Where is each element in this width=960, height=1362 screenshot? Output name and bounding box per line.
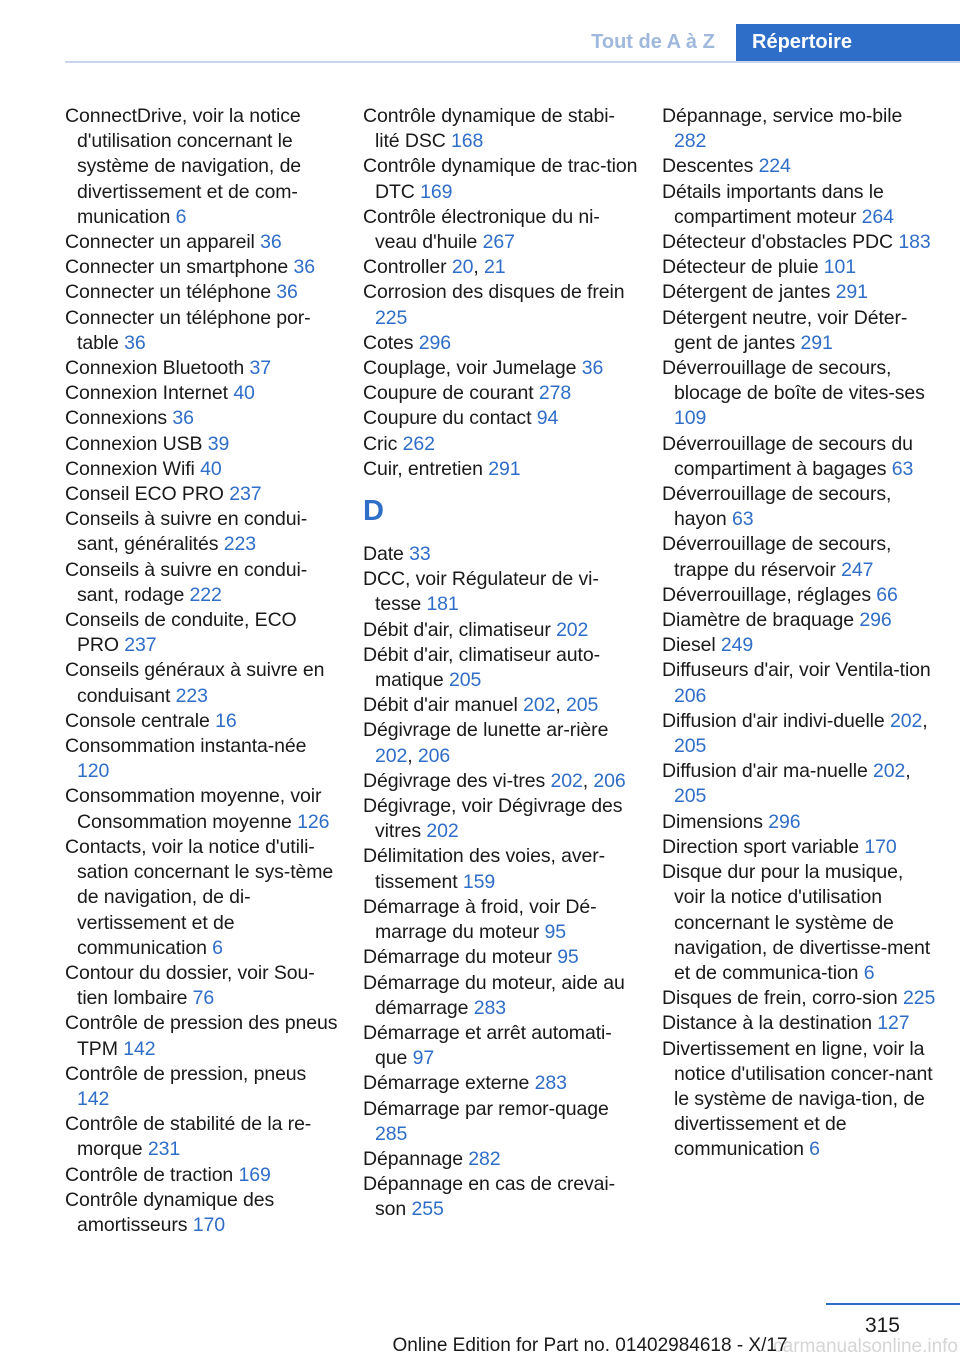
page-reference-link[interactable]: 63 <box>731 508 754 531</box>
page-reference-link[interactable]: 6 <box>175 205 187 228</box>
page-reference-link[interactable]: 95 <box>544 921 566 944</box>
index-term: Diamètre de braquage <box>662 609 855 632</box>
index-term: Controller <box>363 256 447 279</box>
index-entry <box>65 104 340 230</box>
index-entry <box>662 583 937 608</box>
page-reference-link[interactable]: 296 <box>418 331 452 354</box>
index-term: DCC, voir Régulateur de vi-tesse <box>363 568 599 616</box>
index-entry <box>363 205 638 255</box>
index-term: Consommation instanta-née <box>65 735 307 758</box>
index-entry <box>65 1011 340 1061</box>
index-term: Divertissement en ligne, voir la notice d'utilisation concer-nant le système de naviga-tion, de divertissement et de communication <box>662 1037 933 1161</box>
index-term: Démarrage par remor-quage <box>363 1097 609 1120</box>
index-entry <box>662 356 937 432</box>
index-term: Déverrouillage de secours du compartiment à bagages <box>662 432 913 480</box>
index-term: Cotes <box>363 331 414 354</box>
page-reference-link[interactable]: 183 <box>898 231 931 254</box>
page-reference-link[interactable]: 109 <box>674 407 707 430</box>
page-reference-link[interactable]: 249 <box>720 634 754 657</box>
index-entry <box>65 835 340 961</box>
page-reference-link[interactable]: 202 <box>375 744 408 767</box>
page-reference-link[interactable]: 255 <box>411 1198 444 1221</box>
page-reference-link[interactable]: 6 <box>863 961 875 984</box>
index-entry <box>363 280 638 330</box>
page-reference-link[interactable]: 202 <box>550 769 583 792</box>
page-reference-link[interactable]: 205 <box>674 735 707 758</box>
page-reference-link[interactable]: 202 <box>890 709 923 732</box>
page-reference-link[interactable]: 283 <box>534 1072 567 1095</box>
page-reference-link[interactable]: 142 <box>77 1087 110 1110</box>
index-entry <box>363 794 638 844</box>
index-entry <box>65 381 340 406</box>
index-term: Dimensions <box>662 810 763 833</box>
page-reference-link[interactable]: 222 <box>189 583 222 606</box>
page-reference-link[interactable]: 237 <box>229 483 262 506</box>
index-term: Contrôle de pression, pneus <box>65 1062 307 1085</box>
page-reference-link[interactable]: 282 <box>674 130 707 153</box>
index-term: Disque dur pour la musique, voir la notice d'utilisation concernant le système de navigation, de divertisse-ment et de communica-tion <box>662 861 931 984</box>
index-term: Contrôle de pression des pneus TPM <box>65 1012 338 1060</box>
index-term: Descentes <box>662 155 754 178</box>
index-entry <box>363 154 638 204</box>
index-entry <box>363 381 638 406</box>
index-entry <box>65 482 340 507</box>
section-letter: D <box>363 495 384 528</box>
index-entry <box>65 709 340 734</box>
page-reference-link[interactable]: 127 <box>877 1012 910 1035</box>
index-entry <box>662 835 937 860</box>
index-entry <box>662 1011 937 1036</box>
index-entry <box>662 255 937 280</box>
index-term: Connecter un téléphone por-table <box>65 306 311 354</box>
page-separator: , <box>905 760 911 783</box>
index-entry <box>363 331 638 356</box>
index-term: Couplage, voir Jumelage <box>363 357 577 380</box>
page-reference-link[interactable]: 237 <box>124 634 157 657</box>
index-term: Dégivrage, voir Dégivrage des vitres <box>363 795 623 843</box>
index-entry <box>363 1097 638 1147</box>
index-entry <box>363 432 638 457</box>
index-entry <box>65 507 340 557</box>
page-reference-link[interactable]: 159 <box>462 870 496 893</box>
index-entry <box>363 844 638 894</box>
page-separator: , <box>922 709 928 732</box>
index-column-1 <box>65 104 340 1238</box>
index-entry <box>65 280 340 305</box>
index-entry <box>65 356 340 381</box>
index-entry <box>65 784 340 834</box>
page-reference-link[interactable]: 205 <box>449 669 482 692</box>
index-entry <box>662 1037 937 1163</box>
index-term: Conseil ECO PRO <box>65 483 224 506</box>
index-term: Déverrouillage de secours, blocage de boîte de vites-ses <box>662 357 925 405</box>
index-term: Corrosion des disques de frein <box>363 281 625 304</box>
page-reference-link[interactable]: 63 <box>891 457 914 480</box>
index-entry <box>363 895 638 945</box>
index-term: Dépannage en cas de crevai-son <box>363 1173 616 1221</box>
page-reference-link[interactable]: 285 <box>375 1122 408 1145</box>
index-term: Connexion Internet <box>65 382 228 405</box>
page-reference-link[interactable]: 39 <box>207 432 230 455</box>
index-term: Conseils généraux à suivre en conduisant <box>65 659 325 707</box>
page-reference-link[interactable]: 126 <box>297 810 330 833</box>
index-term: Contrôle dynamique des amortisseurs <box>65 1188 275 1236</box>
page-reference-link[interactable]: 21 <box>484 256 506 279</box>
page-reference-link[interactable]: 206 <box>674 684 707 707</box>
index-entry <box>65 230 340 255</box>
page-reference-link[interactable]: 37 <box>249 357 271 380</box>
index-term: Déverrouillage, réglages <box>662 583 871 606</box>
page-separator: , <box>473 256 479 279</box>
tab-repertoire[interactable]: Répertoire <box>736 24 960 61</box>
page-reference-link[interactable]: 142 <box>123 1037 156 1060</box>
index-entry <box>662 759 937 809</box>
index-term: ConnectDrive, voir la notice d'utilisation concernant le système de navigation, de divertissement et de com-munication <box>65 105 302 228</box>
index-entry <box>662 306 937 356</box>
index-term: Diffusion d'air ma-nuelle <box>662 760 868 783</box>
page-reference-link[interactable]: 36 <box>276 281 298 304</box>
page-reference-link[interactable]: 283 <box>473 996 506 1019</box>
page-reference-link[interactable]: 6 <box>809 1138 820 1161</box>
page-reference-link[interactable]: 262 <box>402 432 435 455</box>
page-reference-link[interactable]: 206 <box>417 744 451 767</box>
page-reference-link[interactable]: 291 <box>800 331 833 354</box>
index-term: Date <box>363 543 404 566</box>
index-entry <box>65 1163 340 1188</box>
index-term: Contour du dossier, voir Sou-tien lombaire <box>65 961 315 1010</box>
index-entry <box>65 961 340 1011</box>
page-separator: , <box>555 694 561 717</box>
index-entry <box>363 1021 638 1071</box>
index-term: Connexion USB <box>65 432 203 455</box>
page-reference-link[interactable]: 36 <box>172 407 194 430</box>
page-reference-link[interactable]: 291 <box>835 281 868 304</box>
index-entry <box>65 1188 340 1238</box>
index-term: Débit d'air, climatiseur <box>363 618 551 641</box>
index-term: Dépannage, service mo-bile <box>662 105 903 127</box>
index-term: Détails importants dans le compartiment moteur <box>662 180 884 228</box>
page-reference-link[interactable]: 224 <box>758 155 791 178</box>
index-term: Conseils de conduite, ECO PRO <box>65 609 297 657</box>
index-term: Connexion Wifi <box>65 457 195 480</box>
index-entry <box>65 1112 340 1162</box>
index-term: Consommation moyenne, voir Consommation moyenne <box>65 785 322 833</box>
index-term: Déverrouillage de secours, trappe du réservoir <box>662 533 892 581</box>
index-entry <box>363 542 638 567</box>
index-term: Démarrage du moteur <box>363 946 552 969</box>
index-entry <box>65 457 340 482</box>
index-entry <box>363 356 638 381</box>
index-term: Débit d'air, climatiseur auto-matique <box>363 643 600 692</box>
index-entry <box>65 306 340 356</box>
page-reference-link[interactable]: 202 <box>523 694 556 717</box>
index-entry <box>363 1147 638 1172</box>
page-reference-link[interactable]: 278 <box>538 382 572 405</box>
index-entry <box>662 154 937 179</box>
page-reference-link[interactable]: 202 <box>556 618 589 641</box>
page-reference-link[interactable]: 36 <box>293 256 315 279</box>
index-term: Contrôle dynamique de stabi-lité DSC <box>363 105 615 153</box>
page-reference-link[interactable]: 225 <box>375 306 408 329</box>
index-entry <box>363 643 638 693</box>
page-separator: , <box>407 744 413 767</box>
index-entry <box>662 986 937 1011</box>
page-reference-link[interactable]: 20 <box>451 256 474 279</box>
page-reference-link[interactable]: 282 <box>468 1147 501 1170</box>
index-entry <box>65 608 340 658</box>
index-entry <box>662 104 937 154</box>
page-reference-link[interactable]: 296 <box>768 810 801 833</box>
index-entry <box>363 945 638 970</box>
index-term: Conseils à suivre en condui-sant, généralités <box>65 508 308 556</box>
index-term: Diffusion d'air indivi-duelle <box>662 709 885 732</box>
page-reference-link[interactable]: 169 <box>238 1163 271 1186</box>
index-term: Détecteur de pluie <box>662 256 819 279</box>
page-reference-link[interactable]: 225 <box>902 987 936 1010</box>
index-entry <box>662 658 937 708</box>
index-entry <box>65 1062 340 1112</box>
index-entry <box>662 532 937 582</box>
page-reference-link[interactable]: 76 <box>192 987 215 1010</box>
page-reference-link[interactable]: 40 <box>233 382 255 405</box>
page-reference-link[interactable]: 66 <box>876 583 898 606</box>
index-term: Démarrage du moteur, aide au démarrage <box>363 971 625 1019</box>
index-term: Coupure du contact <box>363 407 532 430</box>
index-entry <box>363 971 638 1021</box>
page-reference-link[interactable]: 205 <box>566 694 599 717</box>
index-entry <box>662 230 937 255</box>
index-entry <box>662 280 937 305</box>
page-reference-link[interactable]: 101 <box>823 256 857 279</box>
index-entry <box>363 255 638 280</box>
index-term: Disques de frein, corro-sion <box>662 987 898 1010</box>
index-entry <box>662 709 937 759</box>
index-term: Contrôle électronique du ni-veau d'huile <box>363 205 600 254</box>
page-reference-link[interactable]: 231 <box>147 1138 181 1161</box>
index-term: Diesel <box>662 634 716 657</box>
index-term: Détergent neutre, voir Déter-gent de jantes <box>662 306 908 354</box>
index-entry <box>363 769 638 794</box>
index-term: Démarrage externe <box>363 1072 530 1095</box>
page-reference-link[interactable]: 267 <box>482 231 515 254</box>
tab-tout-de-a-a-z[interactable]: Tout de A à Z <box>591 31 715 53</box>
index-term: Débit d'air manuel <box>363 694 518 717</box>
page-reference-link[interactable]: 291 <box>488 457 521 480</box>
index-term: Dégivrage de lunette ar-rière <box>363 719 609 742</box>
index-term: Conseils à suivre en condui-sant, rodage <box>65 558 308 606</box>
page-reference-link[interactable]: 202 <box>873 760 906 783</box>
header-divider <box>65 61 960 63</box>
page-number: 315 <box>864 1314 900 1337</box>
page-reference-link[interactable]: 168 <box>451 130 484 153</box>
page-reference-link[interactable]: 33 <box>409 543 431 566</box>
index-column-2 <box>363 104 638 1223</box>
index-term: Cric <box>363 432 398 455</box>
index-entry <box>363 1172 638 1222</box>
index-entry <box>65 734 340 784</box>
page-reference-link[interactable]: 264 <box>861 205 894 228</box>
index-term: Connecter un smartphone <box>65 256 289 279</box>
page-reference-link[interactable]: 6 <box>212 936 223 959</box>
index-entry <box>662 810 937 835</box>
index-term: Connexions <box>65 407 167 430</box>
page-reference-link[interactable]: 296 <box>859 609 892 632</box>
index-term: Distance à la destination <box>662 1012 872 1035</box>
page-reference-link[interactable]: 94 <box>536 407 559 430</box>
page-reference-link[interactable]: 170 <box>192 1213 225 1236</box>
edition-note: Online Edition for Part no. 01402984618 - X/17 <box>392 1335 788 1356</box>
footer-divider <box>826 1303 960 1305</box>
index-entry <box>65 432 340 457</box>
page-reference-link[interactable]: 95 <box>557 946 579 969</box>
index-entry <box>65 558 340 608</box>
index-entry <box>662 482 937 532</box>
index-term: Connecter un téléphone <box>65 281 271 304</box>
index-term: Dépannage <box>363 1147 463 1170</box>
index-entry <box>363 693 638 718</box>
index-term: Démarrage et arrêt automati-que <box>363 1021 612 1070</box>
index-term: Démarrage à froid, voir Dé-marrage du moteur <box>363 895 597 944</box>
page-reference-link[interactable]: 16 <box>215 709 237 732</box>
page-reference-link[interactable]: 223 <box>223 533 256 556</box>
page-reference-link[interactable]: 205 <box>674 785 707 808</box>
page-reference-link[interactable]: 40 <box>200 457 222 480</box>
page-reference-link[interactable]: 223 <box>175 684 208 707</box>
index-term: Connexion Bluetooth <box>65 357 245 380</box>
index-entry <box>662 432 937 482</box>
index-entry <box>363 457 638 482</box>
index-column-3 <box>662 104 937 1163</box>
index-term: Diffuseurs d'air, voir Ventila-tion <box>662 659 931 682</box>
index-term: Contrôle dynamique de trac-tion DTC <box>363 155 638 203</box>
index-entry <box>363 406 638 431</box>
index-entry <box>65 658 340 708</box>
index-entry <box>65 406 340 431</box>
index-term: Détergent de jantes <box>662 281 831 304</box>
page-reference-link[interactable]: 247 <box>841 558 874 581</box>
watermark: carmanualsonline.info <box>773 1336 958 1357</box>
index-entry <box>363 618 638 643</box>
index-term: Connecter un appareil <box>65 231 255 254</box>
index-entry <box>363 1071 638 1096</box>
page-reference-link[interactable]: 36 <box>581 357 604 380</box>
page-reference-link[interactable]: 202 <box>426 820 459 843</box>
page-reference-link[interactable]: 169 <box>420 180 453 203</box>
page-reference-link[interactable]: 120 <box>77 760 110 783</box>
page-reference-link[interactable]: 170 <box>864 835 897 858</box>
index-term: Déverrouillage de secours, hayon <box>662 483 892 531</box>
page-reference-link[interactable]: 36 <box>124 331 146 354</box>
index-entry <box>363 567 638 617</box>
index-term: Détecteur d'obstacles PDC <box>662 231 893 254</box>
index-term: Contrôle de stabilité de la re-morque <box>65 1113 312 1161</box>
index-entry <box>363 718 638 768</box>
page-reference-link[interactable]: 97 <box>412 1047 435 1070</box>
index-entry <box>65 255 340 280</box>
index-term: Contrôle de traction <box>65 1163 234 1186</box>
index-entry <box>662 633 937 658</box>
index-term: Contacts, voir la notice d'utili-sation concernant le sys-tème de navigation, de di-vertissement et de communication <box>65 835 334 959</box>
page-header <box>0 0 960 62</box>
index-term: Délimitation des voies, aver-tissement <box>363 845 606 893</box>
index-entry <box>662 180 937 230</box>
index-term: Dégivrage des vi-tres <box>363 769 546 792</box>
page-reference-link[interactable]: 206 <box>593 769 626 792</box>
page-reference-link[interactable]: 36 <box>260 231 282 254</box>
index-entry <box>662 860 937 986</box>
index-term: Cuir, entretien <box>363 457 483 480</box>
index-term: Console centrale <box>65 709 210 732</box>
page-reference-link[interactable]: 181 <box>426 593 459 616</box>
index-entry <box>363 104 638 154</box>
page-separator: , <box>582 769 589 792</box>
index-entry <box>662 608 937 633</box>
index-term: Coupure de courant <box>363 382 534 405</box>
index-term: Direction sport variable <box>662 835 860 858</box>
